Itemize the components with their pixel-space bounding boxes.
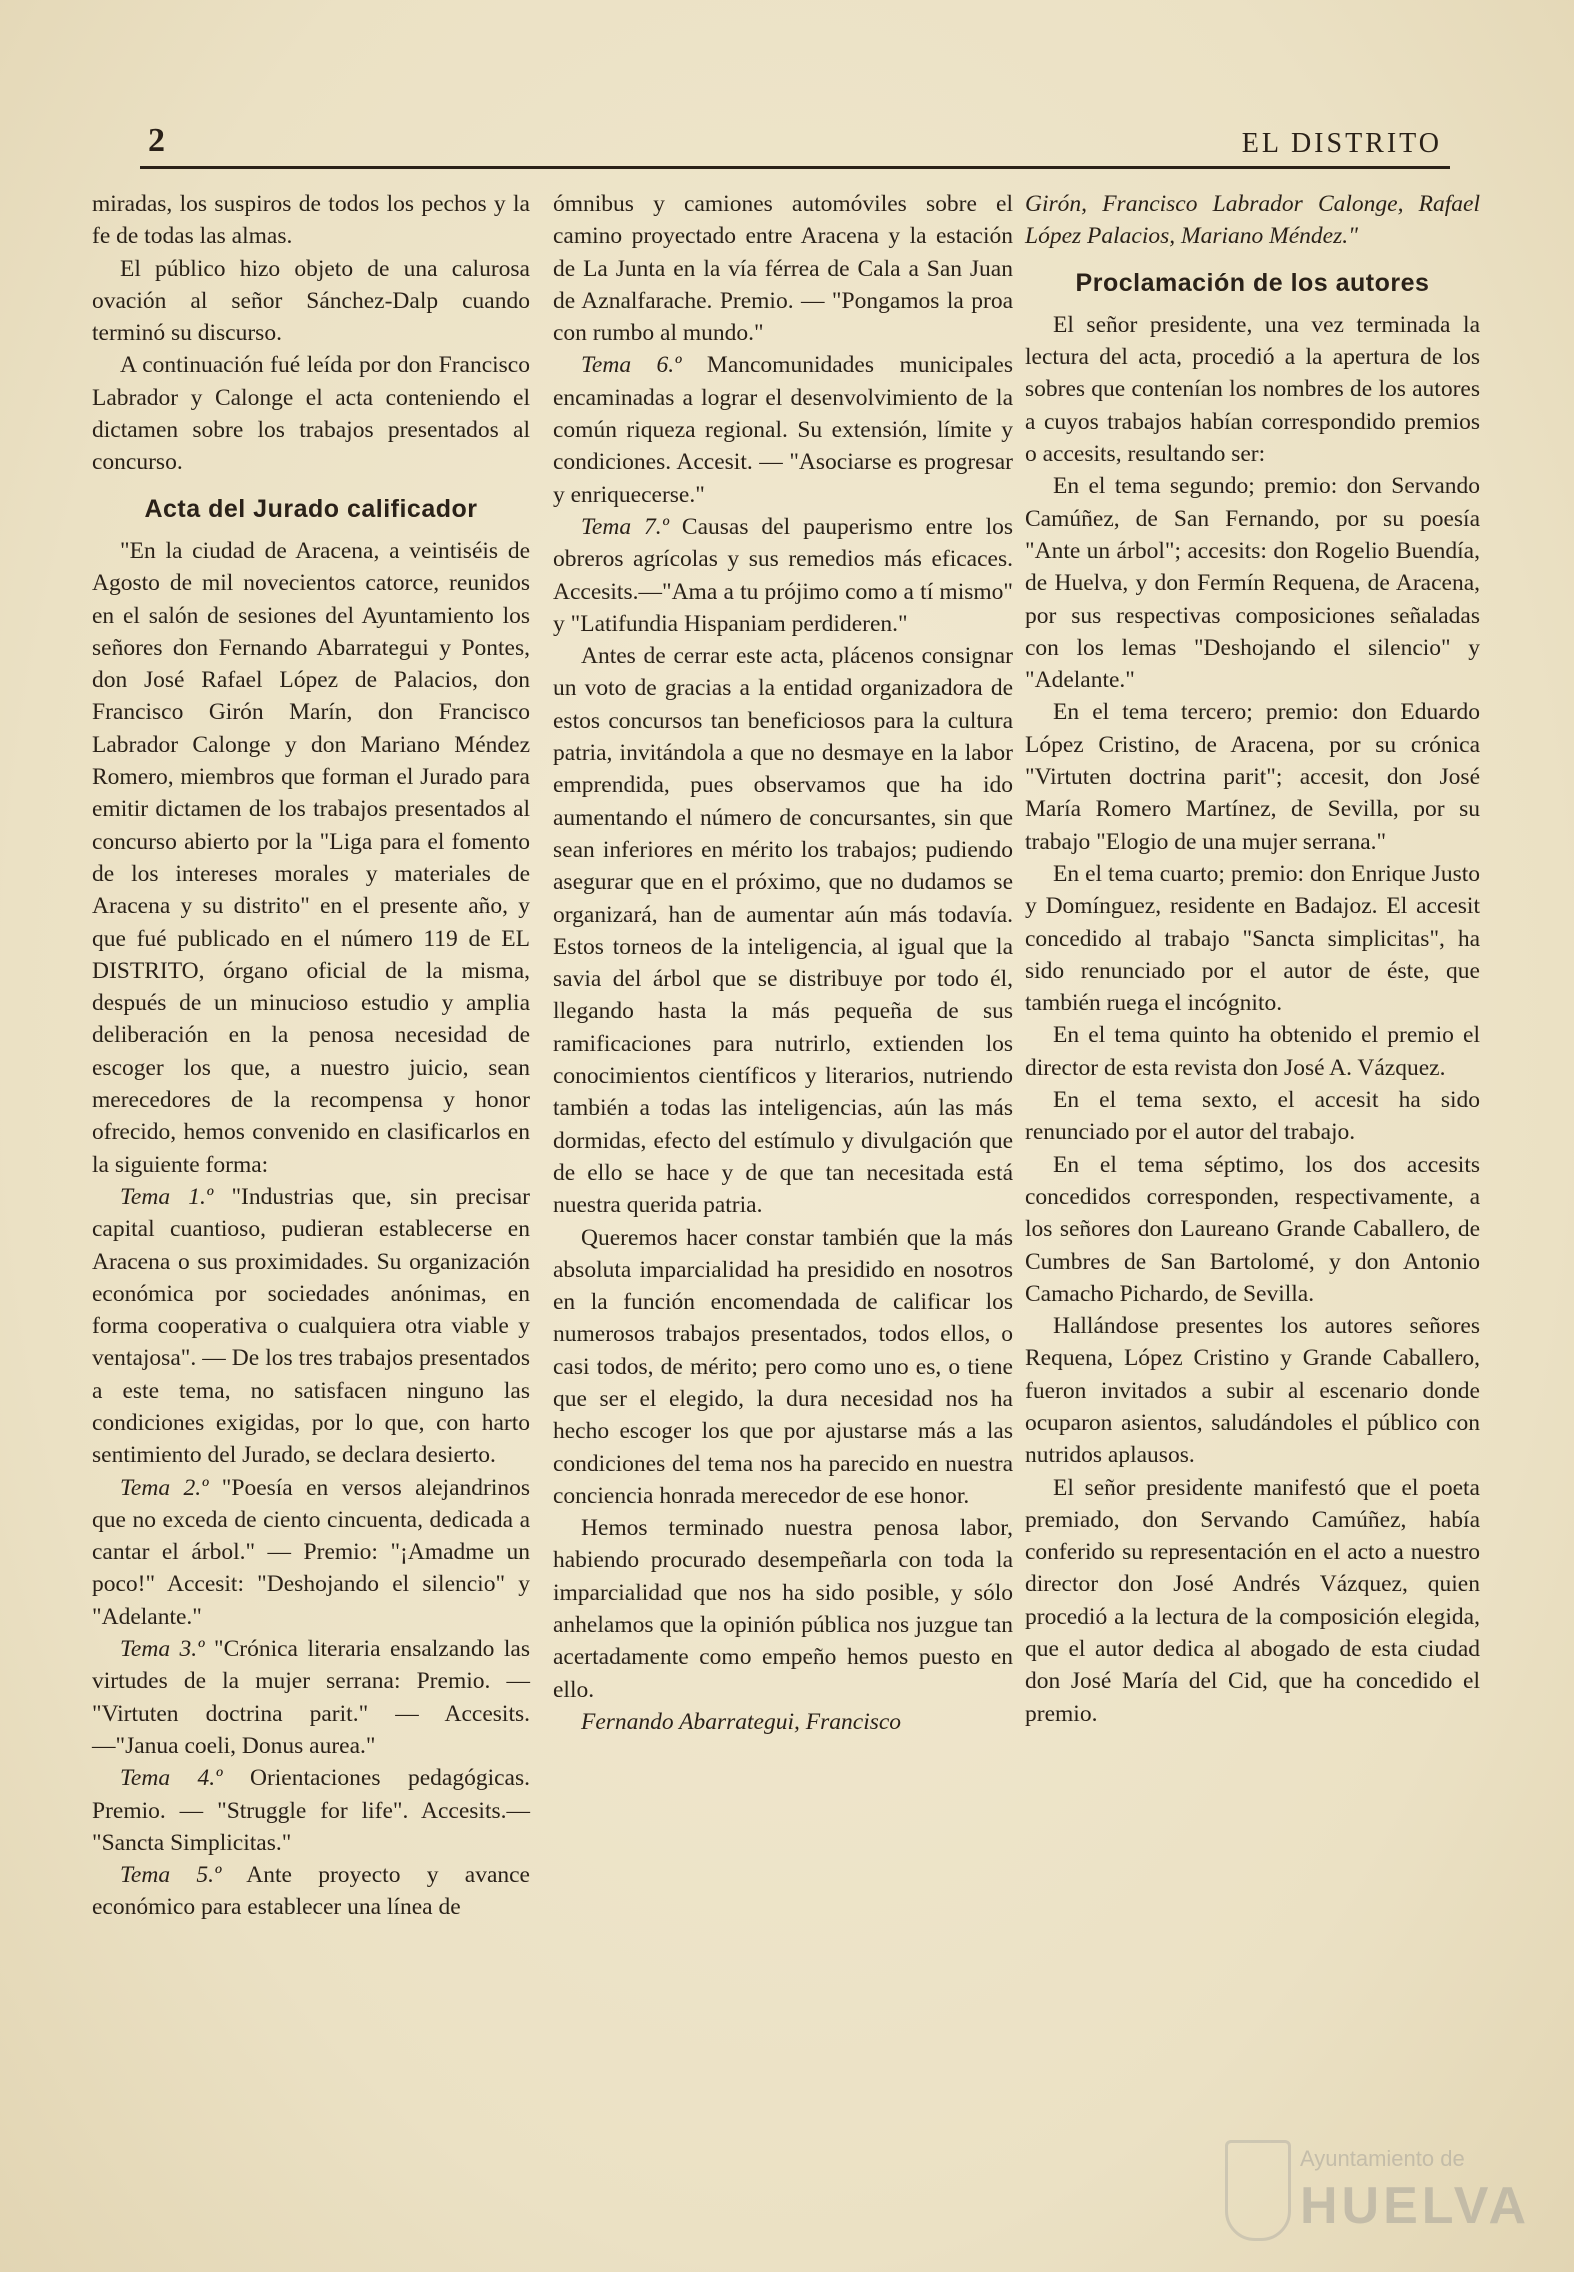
- paragraph: En el tema tercero; premio: don Eduardo López Cristino, de Aracena, por su crónica "Virtuten doctrina parit"; accesit, don José María Romero Martínez, de Sevilla, por su trabajo "Elogio de una mujer serrana.": [1025, 699, 1480, 855]
- signature-continued: Girón, Francisco Labrador Calonge, Rafael López Palacios, Mariano Méndez.": [1025, 191, 1480, 250]
- paragraph: "En la ciudad de Aracena, a veintiséis de Agosto de mil novecientos catorce, reunidos en el salón de sesiones del Ayuntamiento los señores don Fernando Abarrategui y Pontes, don José Rafael López de Palacios, don Francisco Girón Marín, don Francisco Labrador Calonge y don Mariano Méndez Romero, miembros que forman el Jurado para emitir dictamen de los trabajos presentados al concurso abierto por la "Liga para el fomento de los intereses morales y materiales de Aracena y su distrito" en el presente año, y que fué publicado en el número 119 de EL DISTRITO, órgano oficial de la misma, después de un minucioso estudio y amplia deliberación en la penosa necesidad de escoger los que, a nuestro juicio, sean merecedores de la recompensa y honor ofrecido, hemos convenido en clasificarlos en la siguiente forma:: [92, 537, 530, 1178]
- tema-paragraph: [92, 1859, 530, 1924]
- tema-text: Orientaciones pedagógicas. Premio. — "Struggle for life". Accesits.— "Sancta Simplicitas.": [92, 1765, 531, 1856]
- section-heading-acta: Acta del Jurado calificador: [144, 494, 478, 523]
- paragraph: En el tema séptimo, los dos accesits concedidos corresponden, respectivamente, a los señores don Laureano Grande Caballero, de Cumbres de San Bartolomé, y don Antonio Camacho Pichardo, de Sevilla.: [1025, 1151, 1480, 1307]
- tema-text: "Poesía en versos alejandrinos que no exceda de ciento cincuenta, dedicada a cantar el árbol." — Premio: "¡Amadme un poco!" Accesit: "Deshojando el silencio" y "Adelante.": [92, 1474, 530, 1630]
- paragraph: El señor presidente, una vez terminada la lectura del acta, procedió a la apertura de los sobres que contenían los nombres de los autores a cuyos trabajos habían correspondido premios o accesits, resultando ser:: [1025, 311, 1480, 468]
- tema-text: "Crónica literaria ensalzando las virtudes de la mujer serrana: Premio. — "Virtuten doctrina parit." — Accesits.—"Janua coeli, Donus aurea.": [92, 1636, 531, 1759]
- paragraph: En el tema segundo; premio: don Servando Camúñez, de San Fernando, por su poesía "Ante un árbol"; accesits: don Rogelio Buendía, de Huelva, y don Fermín Requena, de Aracena, por sus respectivas composiciones señaladas con los lemas "Deshojando el silencio" y "Adelante.": [1025, 473, 1480, 694]
- column-1: [92, 188, 530, 1924]
- paragraph: miradas, los suspiros de todos los pechos y la fe de todas las almas.: [92, 191, 530, 250]
- crest-icon: [1225, 2140, 1291, 2241]
- paragraph: A continuación fué leída por don Francisco Labrador y Calonge el acta conteniendo el dictamen sobre los trabajos presentados al concurso.: [92, 352, 530, 476]
- paragraph: Queremos hacer constar también que la más absoluta imparcialidad ha presidido en nosotros en la función encomendada de calificar los numerosos trabajos presentados, todos ellos, o casi todos, de mérito; pero como uno es, o tiene que ser el elegido, la dura necesidad nos ha hecho escoger los que por ajustarse más a las condiciones del tema nos ha parecido en nuestra conciencia honrada merecedor de ese honor.: [553, 1224, 1013, 1509]
- tema-label: Tema 6.º: [581, 352, 682, 379]
- tema-label: Tema 2.º: [120, 1474, 209, 1501]
- tema-paragraph: [92, 1762, 530, 1859]
- tema-text: Mancomunidades municipales encaminadas a lograr el desenvolvimiento de la común riqueza regional. Su extensión, límite y condiciones. Accesit. — "Asociarse es progresar y enriquecerse.": [553, 352, 1014, 508]
- archive-watermark: [1225, 2140, 1531, 2250]
- masthead-title: EL DISTRITO: [1241, 128, 1442, 159]
- tema-paragraph: [553, 511, 1013, 640]
- tema-text: Causas del pauperismo entre los obreros agrícolas y sus remedios más eficaces. Accesits.—"Ama a tu prójimo como a tí mismo" y "Latifundia Hispaniam perdideren.": [553, 513, 1013, 637]
- paragraph: El público hizo objeto de una calurosa ovación al señor Sánchez-Dalp cuando terminó su discurso.: [92, 255, 530, 347]
- tema-label: Tema 1.º: [120, 1183, 214, 1210]
- page-header: [140, 118, 1450, 168]
- header-rule: [140, 166, 1450, 169]
- tema-label: Tema 7.º: [581, 513, 669, 540]
- tema-label: Tema 5.º: [120, 1862, 222, 1889]
- paragraph: En el tema quinto ha obtenido el premio el director de esta revista don José A. Vázquez.: [1025, 1022, 1480, 1081]
- paragraph: En el tema cuarto; premio: don Enrique Justo y Domínguez, residente en Badajoz. El accesit concedido al trabajo "Sancta simplicitas", ha sido renunciado por el autor de éste, que también ruega el incógnito.: [1025, 860, 1480, 1017]
- column-3: [1025, 188, 1480, 1730]
- page-number: 2: [148, 122, 165, 159]
- signature: Fernando Abarrategui, Francisco: [581, 1708, 902, 1735]
- paragraph: En el tema sexto, el accesit ha sido renunciado por el autor del trabajo.: [1025, 1087, 1480, 1146]
- tema-paragraph: [92, 1472, 530, 1633]
- column-2: [553, 188, 1013, 1738]
- section-heading-proclamacion: Proclamación de los autores: [1075, 268, 1430, 297]
- paragraph: El señor presidente manifestó que el poeta premiado, don Servando Camúñez, había conferido su representación en el acto a nuestro director don José Andrés Vázquez, quien procedió a la lectura de la composición elegida, que el autor dedica al abogado de esta ciudad don José María del Cid, que ha concedido el premio.: [1025, 1474, 1480, 1727]
- paragraph: Antes de cerrar este acta, plácenos consignar un voto de gracias a la entidad organizadora de estos concursos tan beneficiosos para la cultura patria, invitándola a que no desmaye en la labor emprendida, pues observamos que ha ido aumentando el número de concursantes, sin que sean inferiores en mérito los trabajos; pudiendo asegurar que en el próximo, que no dudamos se organizará, han de aumentar aún más todavía. Estos torneos de la inteligencia, al igual que la savia del árbol que se distribuye por todo él, llegando hasta la más pequeña de sus ramificaciones para nutrirlo, extienden los conocimientos científicos y literarios, nutriendo también a todas las inteligencias, aún las más dormidas, efecto del estímulo y divulgación que de ello se hace y de que tan necesitada está nuestra querida patria.: [553, 643, 1013, 1219]
- watermark-line1: Ayuntamiento de: [1300, 2146, 1465, 2171]
- tema-text: Ante proyecto y avance económico para establecer una línea de: [92, 1862, 530, 1921]
- paragraph: ómnibus y camiones automóviles sobre el camino proyectado entre Aracena y la estación de La Junta en la vía férrea de Cala a San Juan de Aznalfarache. Premio. — "Pongamos la proa con rumbo al mundo.": [553, 191, 1013, 347]
- watermark-line2: HUELVA: [1300, 2177, 1531, 2235]
- tema-paragraph: [553, 349, 1013, 510]
- paragraph: Hemos terminado nuestra penosa labor, habiendo procurado desempeñarla con toda la imparcialidad que nos ha sido posible, y sólo anhelamos que la opinión pública nos juzgue tan acertadamente como empeño hemos puesto en ello.: [553, 1515, 1013, 1703]
- tema-paragraph: [92, 1633, 530, 1762]
- tema-paragraph: [92, 1181, 530, 1472]
- tema-label: Tema 3.º: [120, 1636, 205, 1663]
- tema-text: "Industrias que, sin precisar capital cuantioso, pudieran establecerse en Aracena o sus proximidades. Su organización económica por sociedades anónimas, en forma cooperativa o cualquiera otra viable y ventajosa". — De los tres trabajos presentados a este tema, no satisfacen ninguno las condiciones exigidas, por lo que, con harto sentimiento del Jurado, se declara desierto.: [92, 1183, 531, 1469]
- tema-label: Tema 4.º: [120, 1765, 223, 1792]
- paragraph: Hallándose presentes los autores señores Requena, López Cristino y Grande Caballero, fueron invitados a subir al escenario donde ocuparon asientos, saludándoles el público con nutridos aplausos.: [1025, 1313, 1480, 1469]
